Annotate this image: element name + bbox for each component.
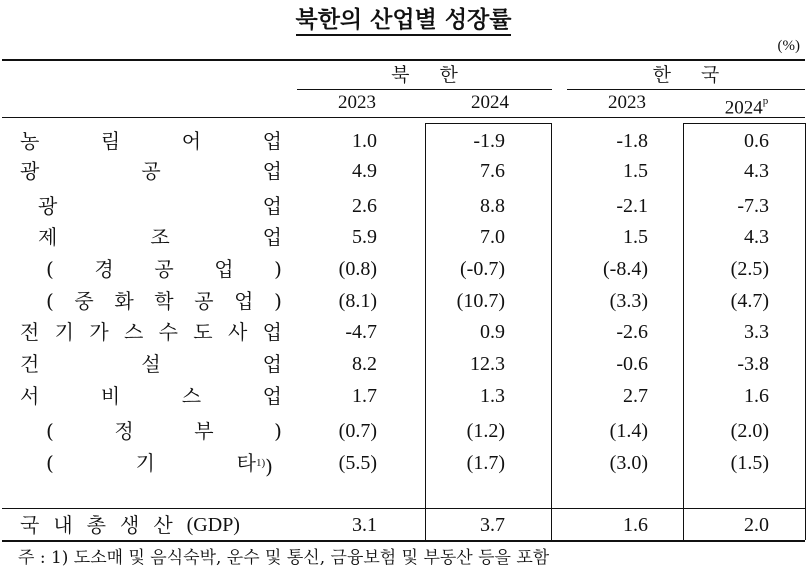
row-label-char: 광: [38, 194, 58, 218]
row-label: [38, 222, 282, 252]
table-row: [0, 286, 807, 316]
group-header-north: 북한: [391, 64, 488, 86]
gdp-suffix: (GDP): [186, 514, 240, 536]
row-label-char: 도: [193, 320, 213, 344]
group-header-south: 한국: [652, 64, 750, 86]
row-value: (0.7): [338, 420, 377, 442]
row-label-char: 총: [86, 513, 106, 537]
row-value: 3.7: [480, 514, 505, 536]
row-label-char: 공: [141, 159, 161, 183]
row-label-char: (: [46, 257, 54, 281]
row-label-char: 제: [38, 225, 58, 249]
row-value: 1.3: [480, 385, 505, 407]
row-value: -2.1: [616, 195, 648, 217]
row-value: (4.7): [730, 290, 769, 312]
gdp-top-rule: [2, 508, 805, 509]
row-label-char: ): [274, 289, 282, 313]
row-label-char: ): [274, 257, 282, 281]
row-label-char: 정: [114, 419, 134, 443]
row-label-char: 생: [119, 513, 140, 537]
row-label-char: 수: [158, 320, 178, 344]
row-label: [46, 448, 256, 478]
row-value: (10.7): [456, 290, 505, 312]
footnote-marker: 1): [256, 457, 266, 469]
row-label-char: 중: [74, 289, 94, 313]
table-row: [0, 448, 807, 478]
row-label-char: 어: [181, 129, 202, 153]
row-label: [20, 317, 282, 347]
row-label-char: 스: [123, 320, 144, 344]
row-label: [20, 156, 282, 186]
row-value: (-0.7): [460, 258, 505, 280]
row-value: 5.9: [352, 226, 377, 248]
row-label-char: 기: [54, 320, 74, 344]
row-value: 4.9: [352, 160, 377, 182]
row-value: -4.7: [345, 321, 377, 343]
row-label-char: 업: [234, 289, 254, 313]
row-label-suffix: [256, 448, 273, 478]
table-top-rule: [2, 59, 805, 61]
row-value: 1.0: [352, 130, 377, 152]
row-label: [38, 191, 282, 221]
row-label: [20, 126, 282, 156]
row-label-char: 타: [236, 451, 256, 475]
row-value: (1.4): [609, 420, 648, 442]
row-label-char: 산: [153, 513, 173, 537]
table-row: [0, 381, 807, 411]
year-header-south-2024: 2024$^p$: [724, 95, 769, 119]
row-label-char: ): [274, 419, 282, 443]
row-label-char: 서: [20, 384, 40, 408]
row-value: 0.9: [480, 321, 505, 343]
row-label-char: 업: [262, 129, 282, 153]
row-label: [20, 510, 290, 540]
row-label-char: 업: [262, 194, 282, 218]
row-label: [46, 286, 282, 316]
row-value: (1.2): [466, 420, 505, 442]
year-header-north-2024: 2024: [471, 92, 509, 113]
row-label-char: (: [46, 289, 54, 313]
row-value: (1.5): [730, 452, 769, 474]
table-row-gdp: [0, 510, 807, 540]
row-label-char: 업: [214, 257, 234, 281]
row-value: (-8.4): [603, 258, 648, 280]
row-label-char: 공: [154, 257, 174, 281]
row-label-char: 학: [154, 289, 174, 313]
row-label-char: 전: [20, 320, 40, 344]
row-value: (3.3): [609, 290, 648, 312]
row-value: 2.0: [744, 514, 769, 536]
row-label-char: 업: [262, 352, 282, 376]
row-value: (3.0): [609, 452, 648, 474]
row-value: (0.8): [338, 258, 377, 280]
table-row: [0, 317, 807, 347]
row-value: 1.5: [623, 160, 648, 182]
row-value: 1.6: [623, 514, 648, 536]
row-label-char: 기: [135, 451, 155, 475]
row-label-char: 광: [20, 159, 40, 183]
table-row: [0, 416, 807, 446]
row-label-char: 부: [194, 419, 214, 443]
row-label-char: 농: [20, 129, 40, 153]
row-value: 4.3: [744, 226, 769, 248]
row-label: [20, 381, 282, 411]
row-value: 0.6: [744, 130, 769, 152]
row-value: 8.2: [352, 353, 377, 375]
row-label-char: 건: [20, 352, 40, 376]
row-label-char: 화: [114, 289, 134, 313]
table-row: [0, 222, 807, 252]
row-label-char: (: [46, 451, 54, 475]
row-value: 7.6: [480, 160, 505, 182]
row-value: -7.3: [737, 195, 769, 217]
row-label-char: 조: [150, 225, 170, 249]
table-row: [0, 349, 807, 379]
row-value: -1.9: [473, 130, 505, 152]
row-label-char: 업: [262, 320, 282, 344]
page-title: 북한의 산업별 성장률: [0, 4, 807, 36]
year-header-south-2023: 2023: [608, 92, 646, 113]
row-label-char: 내: [53, 513, 73, 537]
row-value: 1.5: [623, 226, 648, 248]
row-value: 1.7: [352, 385, 377, 407]
row-value: (8.1): [338, 290, 377, 312]
row-value: (2.0): [730, 420, 769, 442]
row-label-char: 림: [100, 129, 121, 153]
row-label-char: ): [265, 454, 273, 479]
table-row: [0, 191, 807, 221]
table-row: [0, 156, 807, 186]
row-value: 3.1: [352, 514, 377, 536]
row-value: 7.0: [480, 226, 505, 248]
row-label-char: 업: [262, 384, 282, 408]
row-label-char: 공: [194, 289, 214, 313]
row-value: 12.3: [470, 353, 505, 375]
row-label-char: (: [46, 419, 54, 443]
header-bottom-rule: [2, 117, 805, 118]
row-label-char: 업: [262, 225, 282, 249]
table-bottom-rule: [2, 540, 805, 542]
highlight-box-south-top: [683, 123, 806, 124]
row-value: (2.5): [730, 258, 769, 280]
row-label-char: 업: [262, 159, 282, 183]
row-label-char: 스: [181, 384, 202, 408]
row-label-char: 국: [20, 513, 40, 537]
row-label: [46, 416, 282, 446]
footnote: 주 : 1) 도소매 및 음식숙박, 운수 및 통신, 금융보험 및 부동산 등을 포함: [18, 548, 550, 568]
row-value: 2.6: [352, 195, 377, 217]
row-label-char: 비: [100, 384, 121, 408]
row-label: [46, 254, 282, 284]
row-label-char: 설: [141, 352, 161, 376]
row-value: 4.3: [744, 160, 769, 182]
row-label-char: 경: [94, 257, 114, 281]
row-value: -3.8: [737, 353, 769, 375]
row-value: 1.6: [744, 385, 769, 407]
row-value: 3.3: [744, 321, 769, 343]
unit-label: (%): [777, 38, 800, 54]
row-value: (5.5): [338, 452, 377, 474]
row-value: -0.6: [616, 353, 648, 375]
row-value: 8.8: [480, 195, 505, 217]
row-label-char: 가: [89, 320, 109, 344]
row-value: 2.7: [623, 385, 648, 407]
row-label-char: 사: [227, 320, 248, 344]
row-value: (1.7): [466, 452, 505, 474]
row-label: [20, 349, 282, 379]
table-row: [0, 254, 807, 284]
highlight-box-north-top: [425, 123, 552, 124]
row-value: -1.8: [616, 130, 648, 152]
year-header-north-2023: 2023: [338, 92, 376, 113]
table-row: [0, 126, 807, 156]
row-value: -2.6: [616, 321, 648, 343]
